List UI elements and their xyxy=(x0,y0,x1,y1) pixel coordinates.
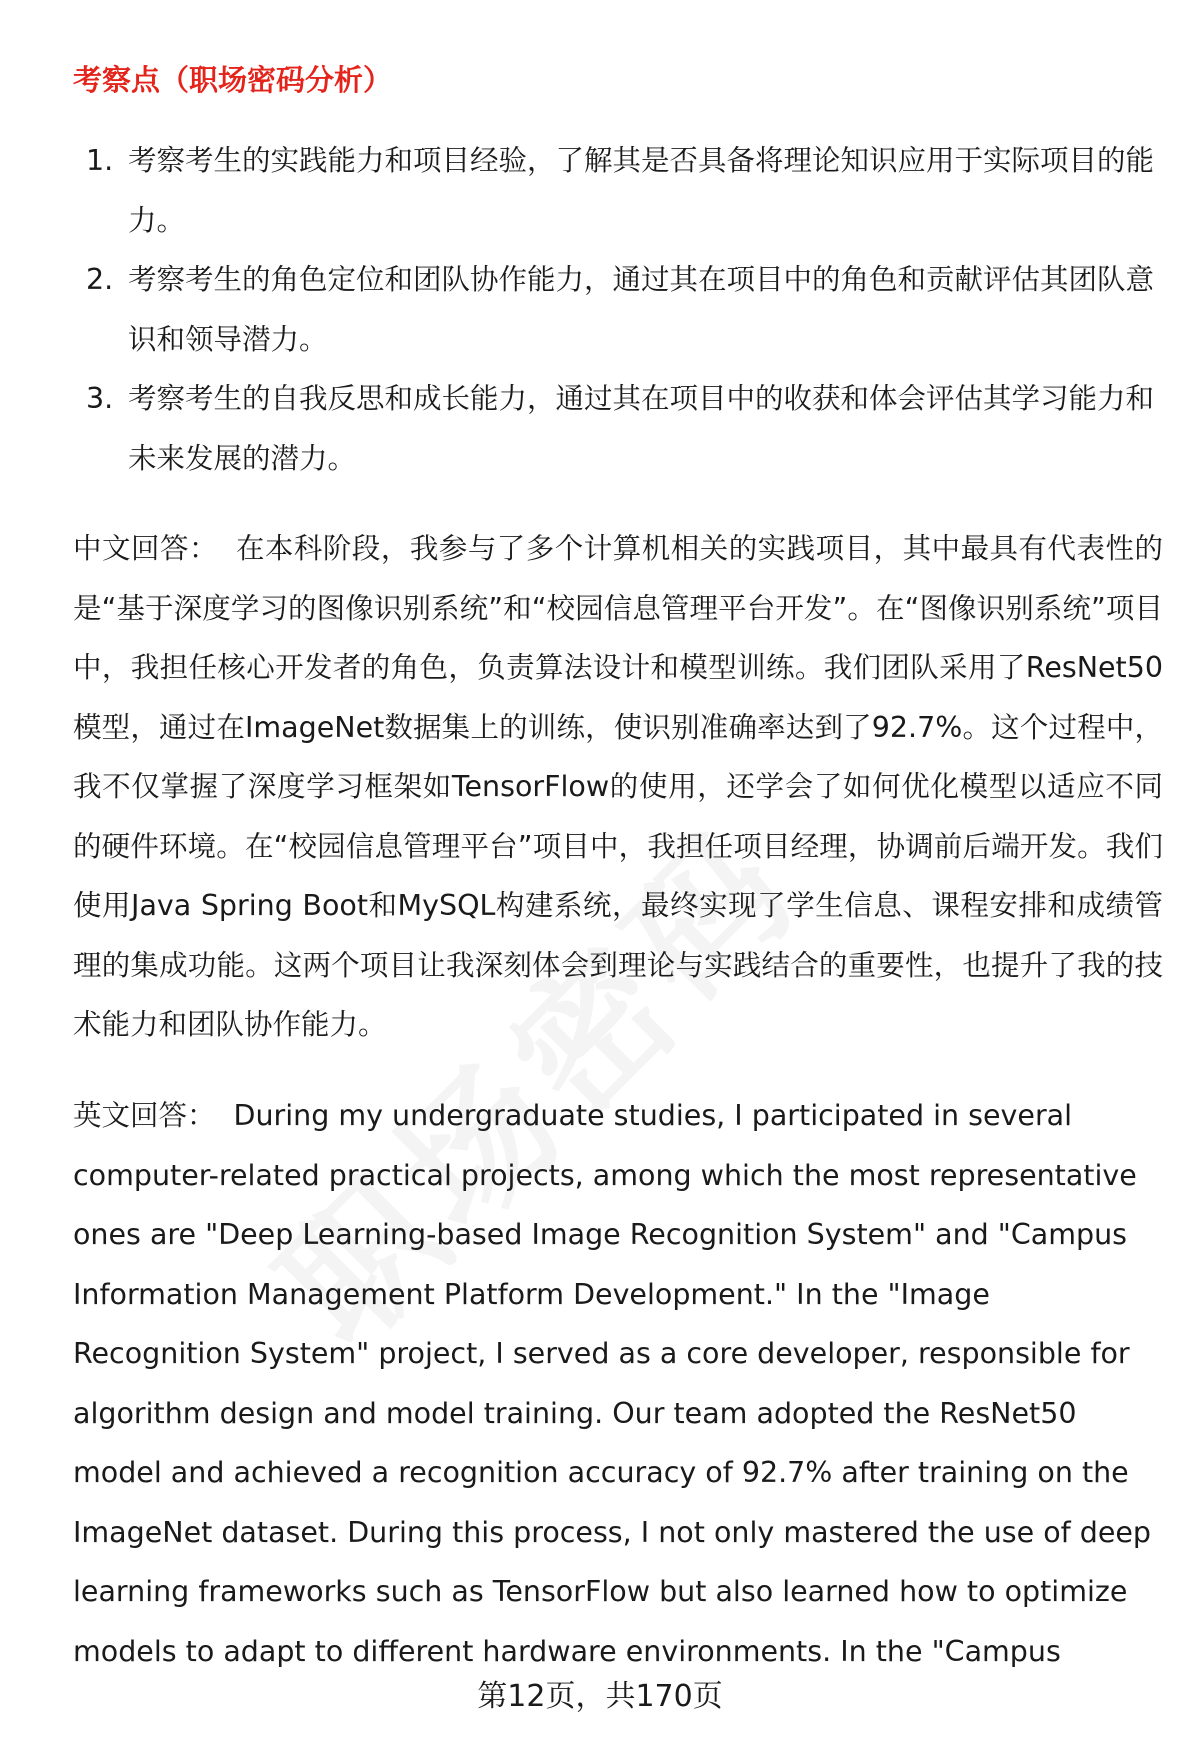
list-item xyxy=(78,250,1158,369)
english-answer-text: During my undergraduate studies, I participated in several computer-related practical projects, among which the most representative ones are "Deep Learning-based Image Recognition System" and "Campus Information Management Platform Development." In the "Image Recognition System" project, I served as a core developer, responsible for algorithm design and model training. Our team adopted the ResNet50 model and achieved a recognition accuracy of 92.7% after training on the ImageNet dataset. During this process, I not only mastered the use of deep learning frameworks such as TensorFlow but also learned how to optimize models to adapt to different hardware environments. In the "Campus xyxy=(73,1099,1151,1668)
list-item-text: 考察考生的角色定位和团队协作能力，通过其在项目中的角色和贡献评估其团队意识和领导潜力。 xyxy=(128,263,1155,356)
chinese-answer-label: 中文回答： xyxy=(73,532,218,565)
list-item-text: 考察考生的实践能力和项目经验，了解其是否具备将理论知识应用于实际项目的能力。 xyxy=(128,144,1155,237)
chinese-answer-paragraph xyxy=(73,519,1163,1055)
list-item-number: 3. xyxy=(86,382,114,415)
list-item-text: 考察考生的自我反思和成长能力，通过其在项目中的收获和体会评估其学习能力和未来发展的潜力。 xyxy=(128,382,1155,475)
section-heading: 考察点（职场密码分析） xyxy=(73,63,393,97)
list-item-number: 2. xyxy=(86,263,114,296)
list-item-number: 1. xyxy=(86,144,114,177)
assessment-points-list xyxy=(78,131,1158,488)
english-answer-label: 英文回答： xyxy=(73,1099,216,1132)
chinese-answer-text: 在本科阶段，我参与了多个计算机相关的实践项目，其中最具有代表性的是“基于深度学习的图像识别系统”和“校园信息管理平台开发”。在“图像识别系统”项目中，我担任核心开发者的角色，负责算法设计和模型训练。我们团队采用了ResNet50模型，通过在ImageNet数据集上的训练，使识别准确率达到了92.7%。这个过程中，我不仅掌握了深度学习框架如TensorFlow的使用，还学会了如何优化模型以适应不同的硬件环境。在“校园信息管理平台”项目中，我担任项目经理，协调前后端开发。我们使用Java Spring Boot和MySQL构建系统，最终实现了学生信息、课程安排和成绩管理的集成功能。这两个项目让我深刻体会到理论与实践结合的重要性，也提升了我的技术能力和团队协作能力。 xyxy=(73,532,1163,1041)
page-number-footer: 第12页，共170页 xyxy=(477,1679,723,1714)
list-item xyxy=(78,131,1158,250)
list-item xyxy=(78,369,1158,488)
english-answer-paragraph xyxy=(73,1086,1163,1681)
